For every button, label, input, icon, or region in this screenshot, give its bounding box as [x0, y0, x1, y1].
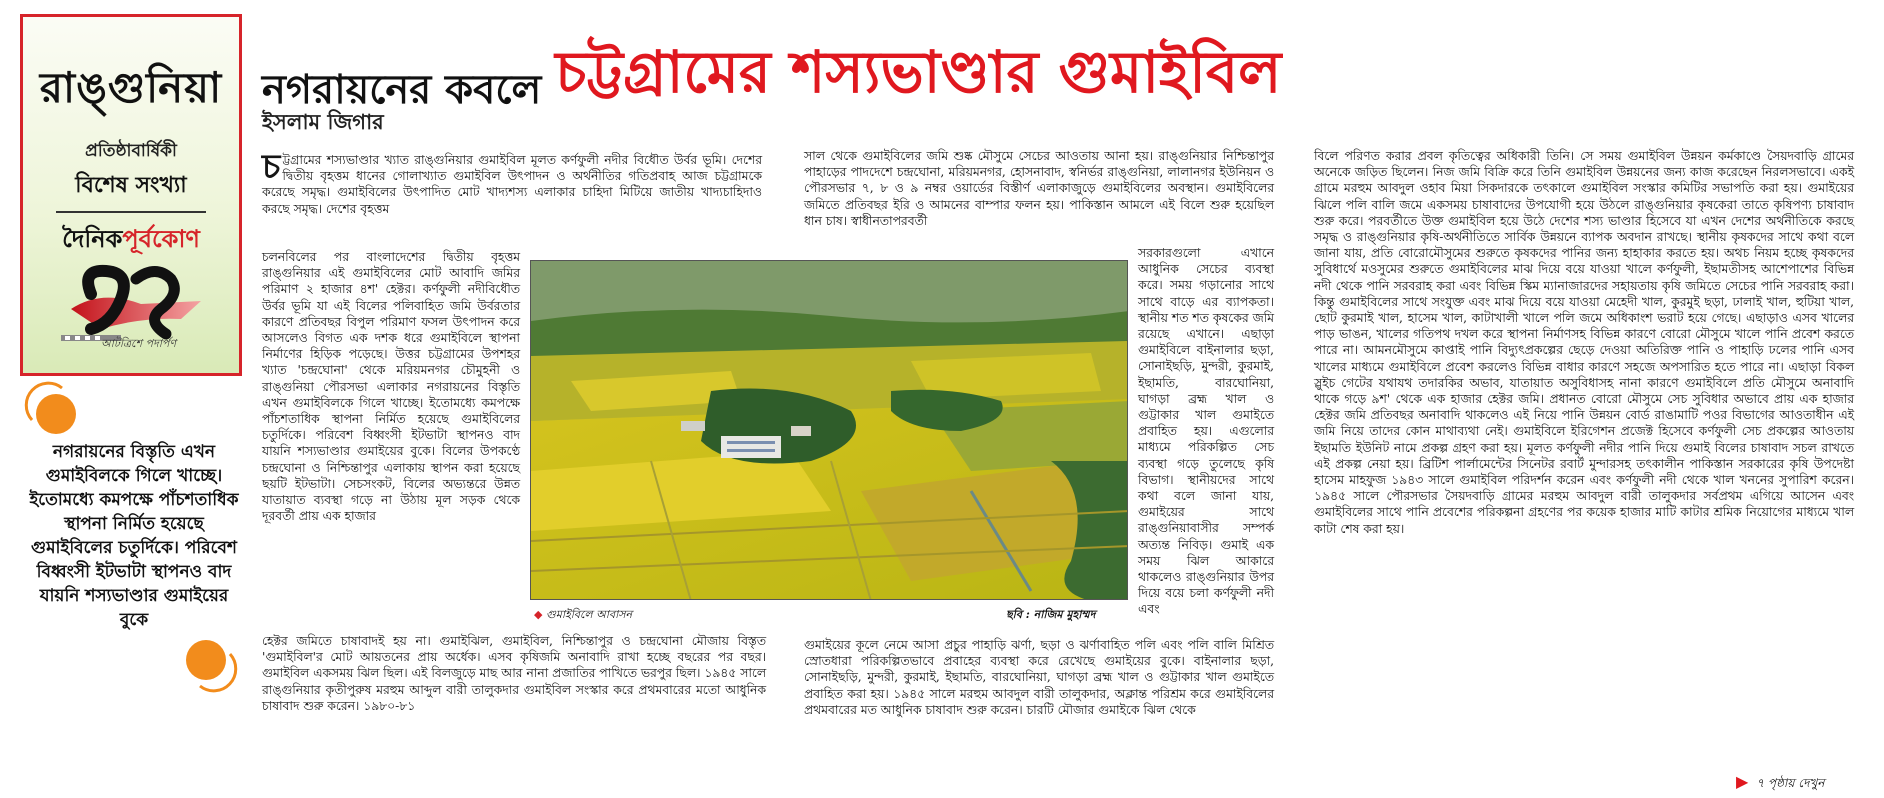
newspaper-name-part2: পূর্বকোণ — [122, 224, 200, 253]
article-col3: বিলে পরিণত করার প্রবল কৃতিত্বের অধিকারী তিনি। সে সময় গুমাইবিল উন্নয়ন কর্মকাণ্ডে সৈয়দবাড়ি গ্রামের অনেকে জড়িত ছিলেন। নিজ জমি বিক্রি করে তিনি গুমাইবিল উন্নয়নের জন্য কাজ করেছেন নিরলসভাবে। একই গ্রামে মরহুম আবদুল ওহাব মিয়া সিকদারকে তৎকালে গুমাইবিল সংস্কার কমিটির সভাপতি করা হয়। গুমাইয়ের ঝিলে পলি বালি জমে একসময় চাষাবাদের উপযোগী হয়ে উঠলে রাঙ্গুনিয়ার কৃষকেরা তাতে কৃষিপণ্য চাষাবাদ শুরু করে। পরবর্তীতে উক্ত গুমাইবিল হয়ে উঠে দেশের শস্য ভাণ্ডার হিসেবে যা এখন দেশের অর্থনীতিকে করছে সমৃদ্ধ ও রাঙ্গুনিয়ার কৃষি-অর্থনীতিতে সার্বিক উন্নয়নে ব্যাপক অবদান রাখছে। স্থানীয় কৃষকদের সাথে কথা বলে জানা যায়, প্রতি বোরোমৌসুমের শুরুতে কৃষকদের পানির জন্য হাহাকার করতে হয়। অথচ নিয়ম হচ্ছে কৃষকদের সুবিধার্থে মওসুমের শুরুতে গুমাইবিলের মাঝ দিয়ে বয়ে যাওয়া খালে কর্ণফুলী, ইছামতীসহ আশেপাশের বিভিন্ন নদী থেকে পানি সরবরাহ করা এবং বিভিন্ন স্কিম ম্যানাজারদের সহায়তায় কৃষি জমিতে সেচের পানি সরবরাহ করা। কিন্তু গুমাইবিলের সাথে সংযুক্ত এবং মাঝ দিয়ে বয়ে যাওয়া মেহেদী খাল, কুরমুই ছড়া, ঢালাই খাল, হুটিয়া খাল, ছোট কুরমাই খাল, হাসেম খাল, কাটাখালী খালে পলি জমে অধিকাংশ ভরাট হয়ে গেছে। এছাড়াও এসব খালের পাড় ভাঙন, খালের গতিপথ দখল করে স্থাপনা নির্মাণসহ বিভিন্ন কারণে বোরো মৌসুমে খালে পানি প্রবেশ করতে পারে না। আমনমৌসুমে কাপ্তাই পানি বিদ্যুৎপ্রকল্পের ছেড়ে দেওয়া অতিরিক্ত পানি ও পাহাড়ি ঢলের পানি এসব খালের মাধ্যমে গুমাইবিলে প্রবেশ করলেও বিভিন্ন বাধার কারণে সহজে অপসারিত হতে পারে না। এছাড়া বিকল স্লুইচ গেটের যথাযথ তদারকির অভাব, যাতায়াত অসুবিধাসহ নানা কারণে গুমাইবিলে প্রতি মৌসুমে অনাবাদি থাকে গড়ে ৯শ' থেকে এক হাজার হেক্টর জমি। প্রধানত বোরো মৌসুমে সেচ সুবিধার অভাবে প্রায় এক হাজার হেক্টর জমি প্রতিবছর অনাবাদি থাকলেও এই নিয়ে পানি উন্নয়ন বোর্ড রাঙামাটি পওর বিভাগের আওতাধীন এই জমি নিয়ে তাদের কোন মাথাব্যথা নেই। গুমাইবিলে ইরিগেশন প্রজেক্ট হিসেবে কর্ণফুলী সেচ প্রকল্পের আওতায় ইছামতি ইউনিট নামে প্রকল্প গ্রহণ করা হয়। মূলত কর্ণফুলী নদীর পানি দিয়ে গুমাই বিলের চাষাবাদ সচল রাখতে এই প্রকল্প নেয়া হয়। ব্রিটিশ পার্লামেন্টের সিনেটর রবার্ট মুন্দারসহ তৎকালীন পাকিস্তান সরকারের কৃষি উপদেষ্টা হাসেম মাহফুজ ১৯৪৩ সালে গুমাইবিল পরিদর্শন করেন এবং কর্ণফুলী নদী থেকে খাল খননের সুপারিশ করেন। ১৯৪৫ সালে পৌরসভার সৈয়দবাড়ি গ্রামের মরহুম আবদুল বারী তালুকদার সর্বপ্রথম এগিয়ে আসেন এবং গুমাইবিলের সাথে পানি প্রবেশের পরিকল্পনা গ্রহণের পর কয়েক হাজার মাটি কাটার শ্রমিক নিয়োগের মাধ্যমে খাল কাটা শেষ করা হয়। — [1314, 149, 1854, 536]
photo-caption — [534, 606, 632, 625]
aerial-field-illustration — [531, 261, 1128, 600]
headline-part1: নগরায়নের কবলে — [262, 66, 542, 113]
article-col1-top-text: ট্টগ্রামের শস্যভাণ্ডার খ্যাত রাঙ্গুনিয়ার গুমাইবিল মূলত কর্ণফুলী নদীর বিধৌত উর্বর ভূমি। দেশের দ্বিতীয় বৃহত্তম ধানের গোলাখ্যাত গুমাইবিল উৎপাদন ও অর্থনীতির গতিপ্রবাহ আজ চট্টগ্রামকে করেছে সমৃদ্ধ। গুমাইবিলের উৎপাদিত মোট খাদ্যশস্য এলাকার চাহিদা মিটিয়ে জাতীয় খাদ্যচাহিদাও করছে সমৃদ্ধ। দেশের বৃহত্তম — [262, 153, 762, 216]
article-col2-top: সাল থেকে গুমাইবিলের জমি শুষ্ক মৌসুমে সেচের আওতায় আনা হয়। রাঙ্গুনিয়ার নিশ্চিন্তাপুর পাহাড়ের পাদদেশে চন্দ্রঘোনা, মরিয়মনগর, হোসনাবাদ, স্বনির্ভর রাঙ্গুনিয়া, লালানগর ইউনিয়ন ও পৌরসভার ৭, ৮ ও ৯ নম্বর ওয়ার্ডের বিস্তীর্ণ এলাকাজুড়ে গুমাইবিলের অবস্থান। গুমাইবিলের জমিতে প্রতিবছর ইরি ও আমনের বাম্পার ফলন হয়। পাকিস্তান আমলে এই বিলে শুরু হয়েছিল ধান চাষ। স্বাধীনতাপরবর্তী — [804, 149, 1274, 228]
article-col2-right: সরকারগুলো এখানে আধুনিক সেচের ব্যবস্থা করে। সময় গড়ানোর সাথে সাথে বাড়ে এর ব্যাপকতা। স্থানীয় শত শত কৃষকের জমি রয়েছে এখানে। এছাড়া গুমাইবিলে বাইনালার ছড়া, সোনাইছড়ি, মুন্দরী, কুরমাই, ইছামতি, বারঘোনিয়া, ঘাগড়া ব্রহ্ম খাল ও গুট্টাকার খাল গুমাইতে প্রবাহিত হয়। এগুলোর মাধ্যমে পরিকল্পিত সেচ ব্যবস্থা গড়ে তুলেছে কৃষি বিভাগ। স্থানীয়দের সাথে কথা বলে জানা যায়, গুমাইয়ের সাথে রাঙ্গুনিয়াবাসীর সম্পর্ক অত্যন্ত নিবিড়। গুমাই এক সময় ঝিল আকারে থাকলেও রাঙ্গুনিয়ার উপর দিয়ে বয়ে চলা কর্ণফুলী নদী এবং — [1138, 246, 1274, 617]
masthead-rule — [56, 211, 206, 213]
article-col1-top — [262, 147, 762, 217]
masthead-tagline: আটত্রিশে পদার্পণ — [101, 337, 177, 350]
headline — [262, 28, 1281, 125]
masthead-place: রাঙ্গুনিয়া — [39, 63, 223, 112]
play-arrow-icon: ▶ — [1736, 772, 1749, 791]
drop-cap: চ — [262, 147, 281, 187]
pull-quote: নগরায়নের বিস্তৃতি এখন গুমাইবিলকে গিলে খাচ্ছে। ইতোমধ্যে কমপক্ষে পাঁচশতাধিক স্থাপনা নির্মিত হয়েছে গুমাইবিলের চতুর্দিকে। পরিবেশ বিধ্বংসী ইটভাটা স্থাপনও বাদ যায়নি শস্যভাণ্ডার গুমাইয়ের বুকে — [29, 442, 239, 630]
article-col1-left: চলনবিলের পর বাংলাদেশের দ্বিতীয় বৃহত্তম রাঙ্গুনিয়ার এই গুমাইবিলের মোট আবাদি জমির পরিমাণ ২ হাজার ৪শ' হেক্টর। কর্ণফুলী নদীবিধৌত উর্বর ভূমি যা এই বিলের পলিবাহিত জমি উর্বরতার কারণে প্রতিবছর বিপুল পরিমাণ ফসল উৎপাদন করে আসলেও বিগত এক দশক ধরে গুমাইবিলে স্থাপনা নির্মাণের হিড়িক পড়েছে। উত্তর চট্টগ্রামের উপশহর খ্যাত 'চন্দ্রঘোনা' থেকে মরিয়মনগর চৌমুহনী ও রাঙ্গুনিয়া পৌরসভা এলাকার নগরায়নের বিস্তৃতি এখন গুমাইবিলকে গিলে খাচ্ছে। ইতোমধ্যে কমপক্ষে পাঁচশতাধিক স্থাপনা নির্মিত হয়েছে গুমাইবিলের চতুর্দিকে। পরিবেশ বিধ্বংসী ইটভাটা স্থাপনও বাদ যায়নি শস্যভাণ্ডার গুমাইয়ের বুকে। বিলের উপকণ্ঠে চন্দ্রঘোনা ও নিশ্চিন্তাপুর এলাকায় স্থাপন করা হয়েছে ছয়টি ইটভাটা। সেচসংকট, বিলের অভ্যন্তরে উন্নত যাতায়াত ব্যবস্থা গড়ে না উঠায় মূল সড়ক থেকে দূরবর্তী প্রায় এক হাজার — [262, 250, 520, 524]
anniversary-label: প্রতিষ্ঠাবার্ষিকী — [85, 141, 177, 161]
aerial-photo — [530, 260, 1128, 600]
continued-text: ৭ পৃষ্ঠায় দেখুন — [1756, 776, 1825, 790]
article-col1-bottom: হেক্টর জমিতে চাষাবাদই হয় না। গুমাইঝিল, গুমাইবিল, নিশ্চিন্তাপুর ও চন্দ্রঘোনা মৌজায় বিস্তৃত 'গুমাইবিল'র মোট আয়তনের প্রায় অর্ধেক। এসব কৃষিজমি অনাবাদি রাখা হচ্ছে বছরের পর বছর। গুমাইবিল একসময় ঝিল ছিল। এই বিলজুড়ে মাছ আর নানা প্রজাতির পাখিতে ভরপুর ছিল। ১৯৪৫ সালে রাঙ্গুনিয়ার কৃতীপুরুষ মরহুম আব্দুল বারী তালুকদার গুমাইবিল সংস্কার করে প্রথমবারের মতো আধুনিক চাষাবাদ শুরু করেন। ১৯৮০-৮১ — [262, 634, 766, 713]
headline-part2: চট্টগ্রামের শস্যভাণ্ডার গুমাইবিল — [555, 38, 1282, 106]
masthead-box — [20, 14, 242, 376]
photo-caption-text: গুমাইবিলে আবাসন — [545, 608, 633, 621]
photo-credit: ছবি : নাজিম মুহাম্মদ — [1006, 608, 1096, 621]
caption-marker-icon: ◆ — [534, 608, 543, 621]
article-col2-bottom: গুমাইয়ের কূলে নেমে আসা প্রচুর পাহাড়ি ঝর্ণা, ছড়া ও ঝর্ণাবাহিত পলি এবং পলি বালি মিশ্রিত স্রোতধারা পরিকল্পিতভাবে প্রবাহের ব্যবস্থা করে রেখেছে গুমাইয়ের বুকে। বাইনালার ছড়া, সোনাইছড়ি, মুন্দরী, কুরমাই, ইছামতি, বারঘোনিয়া, ঘাগড়া ব্রহ্ম খাল ও গুট্টাকার খাল গুমাইতে প্রবাহিত করা হয়। ১৯৪৫ সালে মরহুম আবদুল বারী তালুকদার, অক্লান্ত পরিশ্রম করে গুমাইবিলের প্রথমবারের মত আধুনিক চাষাবাদ শুরু করেন। চারটি মৌজার গুমাইকে ঝিল থেকে — [804, 638, 1274, 717]
orange-circle-ornament — [180, 634, 240, 694]
continued-note — [1736, 772, 1824, 795]
newspaper-name-part1: দৈনিক — [62, 224, 123, 253]
byline: ইসলাম জিগার — [262, 109, 384, 134]
special-issue-label: বিশেষ সংখ্যা — [75, 172, 187, 198]
orange-circle-ornament — [22, 380, 82, 440]
